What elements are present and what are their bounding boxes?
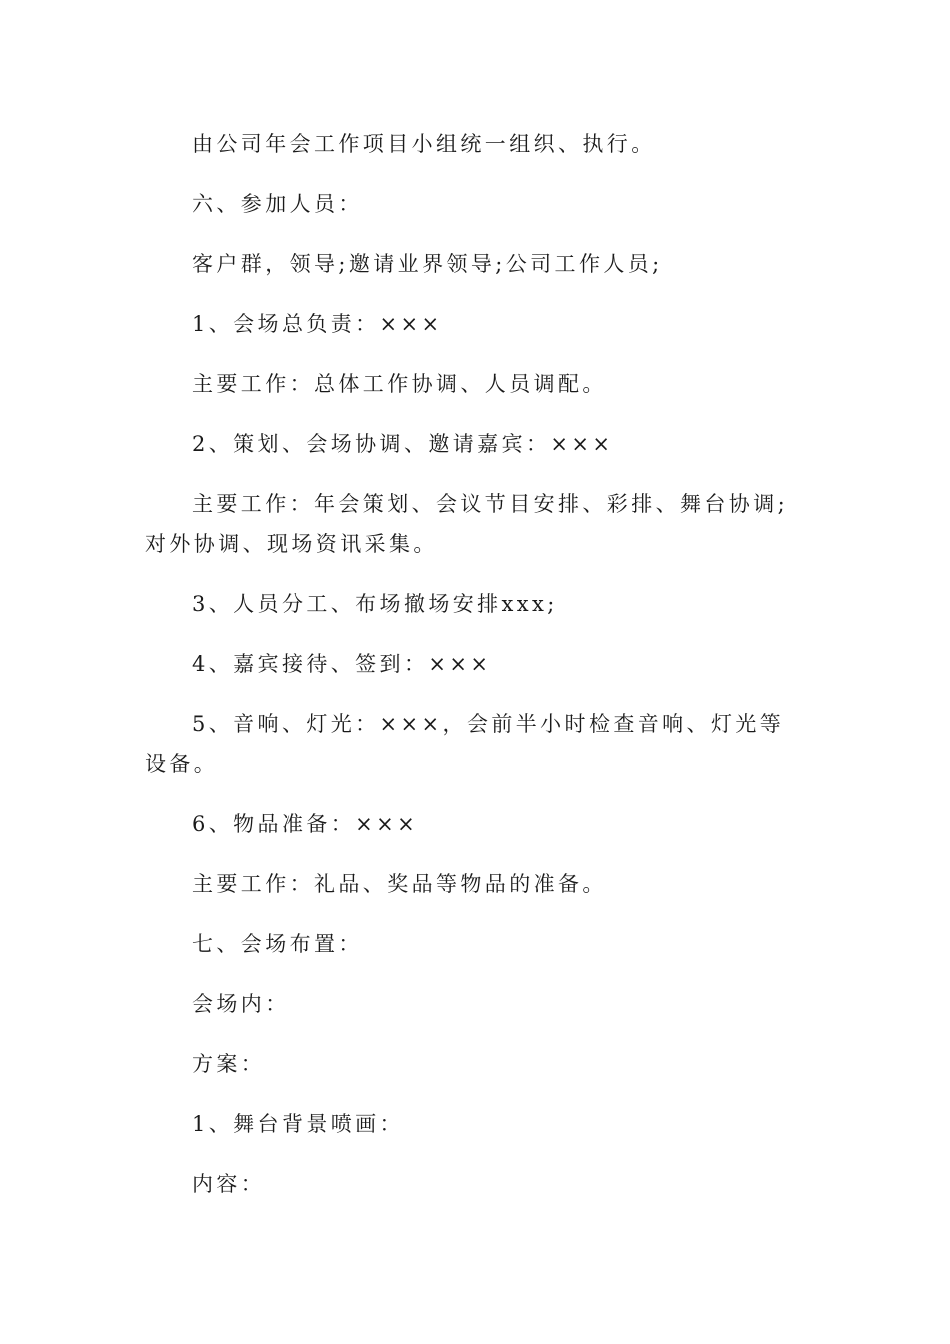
paragraph-venue-lead: 1、会场总负责：×××	[192, 312, 443, 336]
paragraph-planning-lead: 2、策划、会场协调、邀请嘉宾：×××	[192, 432, 614, 456]
document-body	[145, 124, 795, 1224]
paragraph-venue-lead-duties: 主要工作：总体工作协调、人员调配。	[192, 372, 607, 396]
paragraph-supplies-lead: 6、物品准备：×××	[192, 812, 419, 836]
heading-participants: 六、参加人员：	[192, 192, 363, 216]
paragraph-audio-lighting: 5、音响、灯光：×××，会前半小时检查音响、灯光等设备。	[145, 712, 785, 776]
paragraph-supplies-duties: 主要工作：礼品、奖品等物品的准备。	[192, 872, 607, 896]
paragraph-venue-inside: 会场内：	[192, 992, 290, 1016]
paragraph-guest-reception: 4、嘉宾接待、签到：×××	[192, 652, 492, 676]
paragraph-participant-groups: 客户群，领导;邀请业界领导;公司工作人员;	[192, 252, 663, 276]
paragraph-staffing-setup: 3、人员分工、布场撤场安排xxx;	[192, 592, 558, 616]
paragraph-plan: 方案：	[192, 1052, 266, 1076]
paragraph-stage-backdrop: 1、舞台背景喷画：	[192, 1112, 404, 1136]
paragraph-planning-duties: 主要工作：年会策划、会议节目安排、彩排、舞台协调;对外协调、现场资讯采集。	[145, 492, 789, 556]
paragraph-content: 内容：	[192, 1172, 266, 1196]
paragraph-organization: 由公司年会工作项目小组统一组织、执行。	[192, 132, 656, 156]
heading-venue-layout: 七、会场布置：	[192, 932, 363, 956]
